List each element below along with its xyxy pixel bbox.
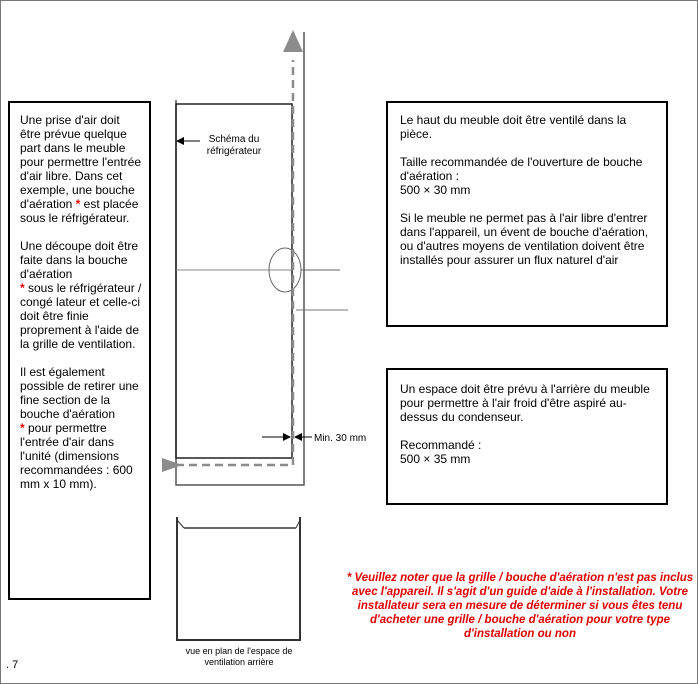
top-ventilation-p1: Le haut du meuble doit être ventilé dans la pièce. — [400, 113, 627, 141]
plan-view — [177, 517, 300, 640]
plan-view-caption — [160, 646, 318, 668]
air-intake-p2-text: Une découpe doit être faite dans la bouche d'aération — [20, 239, 139, 281]
airflow-path — [176, 60, 293, 465]
rear-space-p1: Un espace doit être prévu à l'arrière du meuble pour permettre à l'air froid d'être aspiré au-dessus du condenseur. — [400, 382, 650, 424]
top-ventilation-p2-text: Taille recommandée de l'ouverture de bouche d'aération : — [400, 155, 643, 183]
airflow-arrow-up — [283, 30, 303, 52]
plan-view-left-tick — [177, 520, 184, 528]
top-ventilation-box — [386, 101, 668, 327]
rear-space-size: 500 × 35 mm — [400, 452, 471, 466]
min-gap-label: Min. 30 mm — [314, 433, 367, 444]
top-ventilation-size: 500 × 30 mm — [400, 183, 471, 197]
air-intake-box — [8, 101, 151, 600]
grille-disclaimer-note: * Veuillez noter que la grille / bouche d'aération n'est pas inclus avec l'appareil. Il s'agit d'un guide d'aide à l'installation. Votre installateur sera en mesure de déterminer si vous êtes tenu d'acheter une grille / bouche d'aération pour votre type d'installation ou non — [346, 572, 694, 640]
top-ventilation-p3: Si le meuble ne permet pas à l'air libre d'entrer dans l'appareil, un évent de bouche d'aération, ou d'autres moyens de ventilation doivent être installés pour assurer un flux naturel d'air — [400, 211, 649, 267]
asterisk-mark: * — [20, 281, 25, 295]
min-arrow-right — [294, 433, 302, 441]
airflow-arrow-in — [162, 458, 182, 472]
air-intake-p2-text-end: sous le réfrigérateur / congé lateur et celle-ci doit être finie proprement à l'aide de la grille de ventilation. — [20, 281, 142, 351]
rear-space-p2-text: Recommandé : — [400, 438, 482, 452]
air-intake-p1-text: Une prise d'air doit être prévue quelque part dans le meuble pour permettre l'entrée d'air libre. Dans cet exemple, une bouche d'aération — [20, 113, 142, 211]
asterisk-mark: * — [20, 421, 25, 435]
fridge-schema-label-line1: Schéma du — [208, 134, 260, 145]
fridge-schema-label — [204, 134, 264, 158]
asterisk-mark: * — [75, 197, 81, 211]
air-intake-p1-text-end: est placée sous le réfrigérateur. — [20, 197, 139, 225]
cabinet-outline — [176, 32, 304, 485]
rear-space-p2 — [400, 438, 656, 466]
air-intake-p1 — [20, 113, 143, 225]
rear-space-box — [386, 368, 668, 505]
air-intake-p3 — [20, 365, 143, 491]
air-intake-p2 — [20, 239, 143, 351]
fridge-schema-label-line2: réfrigérateur — [206, 146, 262, 157]
air-intake-p3-text-end: pour permettre l'entrée d'air dans l'unité (dimensions recommandées : 600 mm x 10 mm). — [20, 421, 133, 491]
plan-view-caption-line1: vue en plan de l'espace de — [185, 646, 293, 656]
min-arrow-left — [283, 433, 291, 441]
page-number: . 7 — [6, 659, 19, 671]
schema-arrowhead — [176, 137, 184, 145]
plan-view-caption-line2: ventilation arrière — [204, 657, 274, 667]
top-ventilation-p2 — [400, 155, 656, 197]
air-intake-p3-text: Il est également possible de retirer une fine section de la bouche d'aération — [20, 365, 139, 421]
